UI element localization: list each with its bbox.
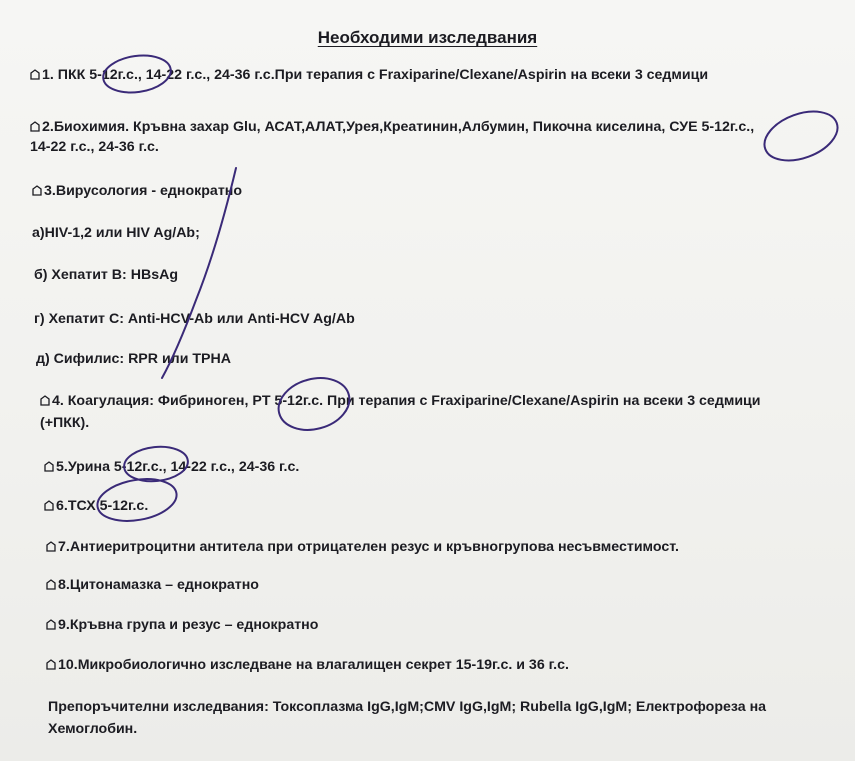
- list-item: [46, 656, 569, 674]
- ballot-box-icon: [46, 541, 56, 552]
- item-text: 7.Антиеритроцитни антитела при отрицателен резус и кръвногрупова несъвместимост.: [58, 539, 679, 555]
- list-item: [44, 497, 148, 515]
- ballot-box-icon: [40, 395, 50, 406]
- list-subitem: [36, 350, 231, 368]
- item-text: (+ПКК).: [40, 415, 90, 431]
- recommended-line: [48, 698, 766, 716]
- item-text: 2.Биохимия. Кръвна захар Glu, АСАТ,АЛАТ,Урея,Креатинин,Албумин, Пикочна киселина, СУЕ 5-12г.с.,: [42, 119, 755, 135]
- ballot-box-icon: [30, 121, 40, 132]
- item-text: 3.Вирусология - еднократно: [44, 183, 243, 199]
- item-text: 4. Коагулация: Фибриноген, PT 5-12г.с. При терапия с Fraxiparine/Clexane/Aspirin на всеки 3 седмици: [52, 393, 761, 409]
- recommended-text: Хемоглобин.: [48, 721, 138, 737]
- item-text: 5.Урина 5-12г.с., 14-22 г.с., 24-36 г.с.: [56, 459, 300, 475]
- item-text: б) Хепатит В: HBsAg: [34, 267, 179, 283]
- circle-mark-item2: [758, 102, 844, 169]
- list-subitem: [34, 310, 355, 328]
- list-item: [30, 66, 708, 84]
- list-item: [46, 538, 679, 556]
- item-text: г) Хепатит С: Anti-HCV-Ab или Anti-HCV Ag/Ab: [34, 311, 355, 327]
- list-item: [46, 576, 259, 594]
- item-text: д) Сифилис: RPR или TPHA: [36, 351, 231, 367]
- list-item: [30, 118, 754, 136]
- item-text: 9.Кръвна група и резус – еднократно: [58, 617, 319, 633]
- recommended-text: Препоръчителни изследвания: Токсоплазма IgG,IgM;CMV IgG,IgM; Rubella IgG,IgM; Електрофореза на: [48, 699, 767, 715]
- ballot-box-icon: [30, 69, 40, 80]
- item-text: 1. ПКК 5-12г.с., 14-22 г.с., 24-36 г.с.При терапия с Fraxiparine/Clexane/Aspirin на всеки 3 седмици: [42, 67, 709, 83]
- ballot-box-icon: [32, 185, 42, 196]
- ballot-box-icon: [44, 500, 54, 511]
- list-item-continuation: [30, 138, 159, 156]
- ballot-box-icon: [46, 579, 56, 590]
- recommended-line: [48, 720, 137, 738]
- list-item: [40, 392, 761, 410]
- list-subitem: [32, 224, 200, 242]
- ballot-box-icon: [46, 659, 56, 670]
- list-item-continuation: [40, 414, 89, 432]
- list-item: [44, 458, 299, 476]
- item-text: 14-22 г.с., 24-36 г.с.: [30, 139, 159, 155]
- list-item: [46, 616, 318, 634]
- item-text: 10.Микробиологично изследване на влагалищен секрет 15-19г.с. и 36 г.с.: [58, 657, 569, 673]
- page-title: Необходими изследвания: [317, 28, 538, 47]
- item-text: 6.ТСХ 5-12г.с.: [56, 498, 149, 514]
- list-subitem: [34, 266, 178, 284]
- list-item: [32, 182, 242, 200]
- ballot-box-icon: [46, 619, 56, 630]
- item-text: 8.Цитонамазка – еднократно: [58, 577, 259, 593]
- item-text: а)HIV-1,2 или HIV Ag/Ab;: [32, 225, 200, 241]
- ballot-box-icon: [44, 461, 54, 472]
